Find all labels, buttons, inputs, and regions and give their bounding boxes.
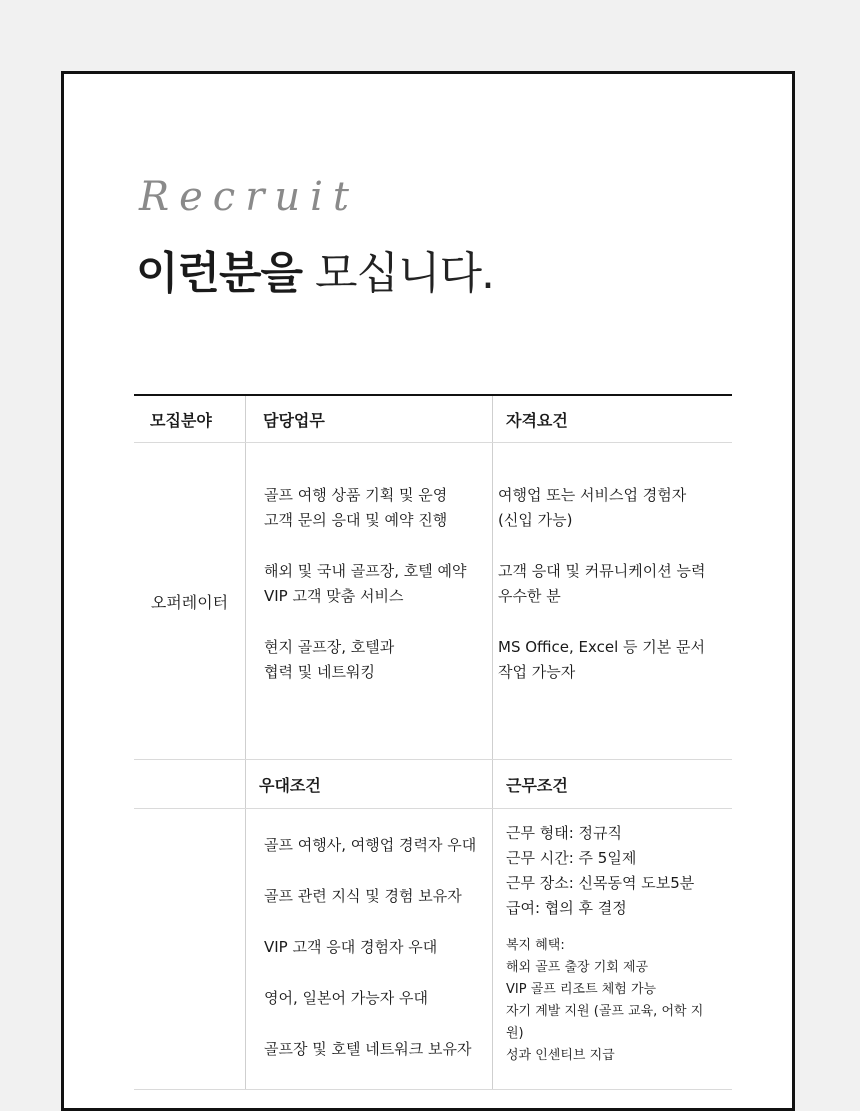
benefit-item: 영어, 일본어 가능자 우대	[264, 989, 428, 1007]
welfare-item: 자기 계발 지원 (골프 교육, 어학 지	[506, 1004, 704, 1019]
header-conditions: 근무조건	[492, 760, 732, 808]
welfare-item: 복지 혜택:	[506, 938, 565, 953]
conditions-cell	[492, 809, 732, 1089]
qualifications-cell	[492, 443, 732, 759]
field-value: 오퍼레이터	[150, 592, 229, 612]
welfare-item: 해외 골프 출장 기회 제공	[506, 960, 649, 975]
qualification-item: MS Office, Excel 등 기본 문서	[498, 638, 706, 656]
benefits-cell	[245, 809, 492, 1089]
duty-item: 협력 및 네트워킹	[264, 663, 375, 681]
benefit-item: VIP 고객 응대 경험자 우대	[264, 938, 438, 956]
table-header-row	[134, 394, 732, 443]
table-header-row-2	[134, 760, 732, 809]
headline-bold: 이런분을	[136, 248, 303, 299]
recruit-script-title: Recruit	[139, 174, 359, 220]
page-title	[136, 244, 494, 304]
headline-light: 모십니다.	[302, 248, 495, 299]
qualification-item: 고객 응대 및 커뮤니케이션 능력	[498, 562, 706, 580]
welfare-list	[506, 935, 732, 1067]
header-qualifications: 자격요건	[492, 396, 732, 442]
condition-item: 급여: 협의 후 결정	[506, 899, 627, 917]
table-row	[134, 443, 732, 760]
condition-item: 근무 형태: 정규직	[506, 824, 623, 842]
qualification-item: 우수한 분	[498, 587, 561, 605]
duty-item: 해외 및 국내 골프장, 호텔 예약	[264, 562, 467, 580]
condition-item: 근무 시간: 주 5일제	[506, 849, 637, 867]
benefit-item: 골프 관련 지식 및 경험 보유자	[264, 887, 462, 905]
qualification-item: 작업 가능자	[498, 663, 576, 681]
benefit-item: 골프 여행사, 여행업 경력자 우대	[264, 836, 477, 854]
qualification-item: 여행업 또는 서비스업 경험자	[498, 486, 687, 504]
welfare-item: 원)	[506, 1026, 524, 1041]
duty-item: 골프 여행 상품 기획 및 운영	[264, 486, 448, 504]
header-benefits: 우대조건	[245, 760, 492, 808]
benefit-item: 골프장 및 호텔 네트워크 보유자	[264, 1040, 472, 1058]
condition-item: 근무 장소: 신목동역 도보5분	[506, 874, 695, 892]
recruit-table	[134, 394, 732, 1090]
duties-cell	[245, 443, 492, 759]
duty-item: 고객 문의 응대 및 예약 진행	[264, 511, 448, 529]
recruit-card	[61, 71, 795, 1111]
header-field: 모집분야	[150, 410, 212, 430]
header-duties: 담당업무	[245, 396, 492, 442]
welfare-item: VIP 골프 리조트 체험 가능	[506, 982, 657, 997]
table-row	[134, 809, 732, 1090]
duty-item: VIP 고객 맞춤 서비스	[264, 587, 404, 605]
welfare-item: 성과 인센티브 지급	[506, 1048, 615, 1063]
duty-item: 현지 골프장, 호텔과	[264, 638, 395, 656]
qualification-item: (신입 가능)	[498, 511, 573, 529]
